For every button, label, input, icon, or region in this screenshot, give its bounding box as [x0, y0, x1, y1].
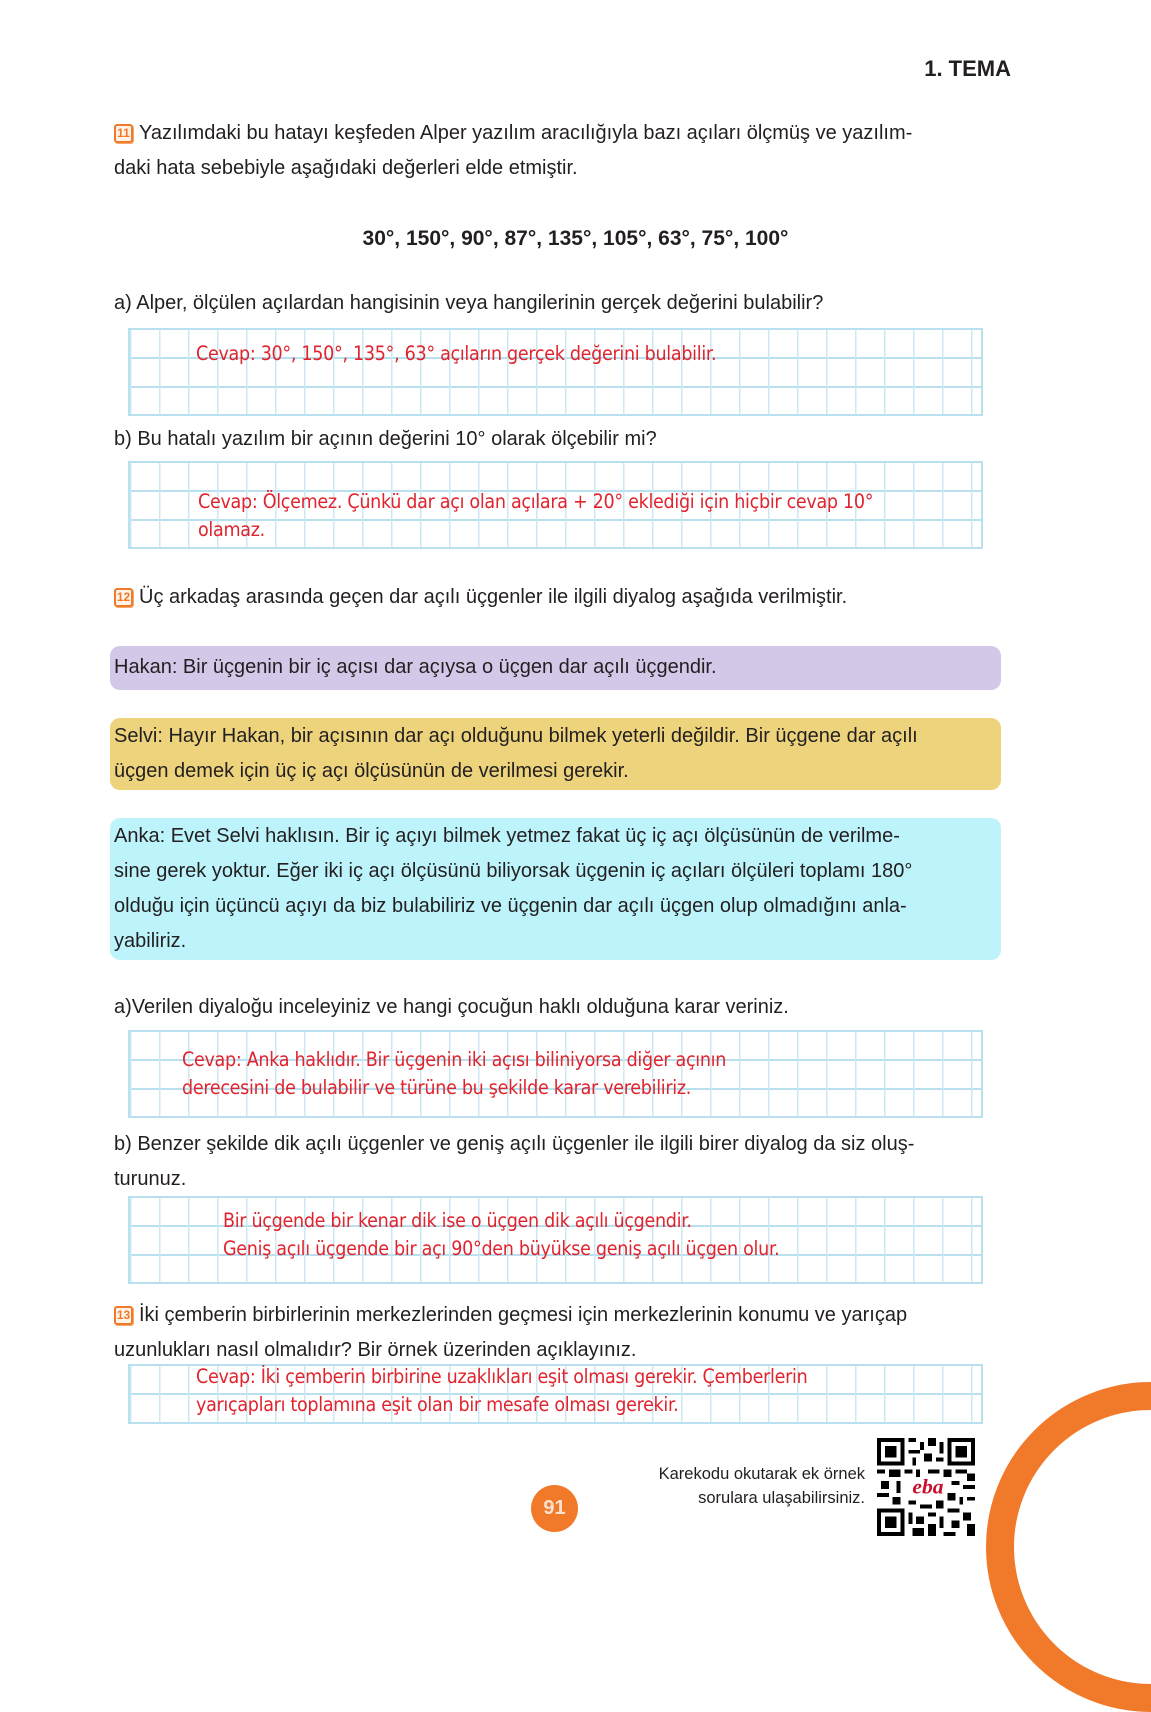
dialog-hakan: [110, 646, 1001, 690]
q11b-question: b) Bu hatalı yazılım bir açının değerini 10° olarak ölçebilir mi?: [114, 428, 657, 450]
dialog-anka-line1: Anka: Evet Selvi haklısın. Bir iç açıyı bilmek yetmez fakat üç iç açı ölçüsünün de verilme-: [114, 825, 900, 847]
question-number-badge: 13: [114, 1306, 133, 1325]
q12a-answer: [182, 1046, 726, 1102]
dialog-anka-line4: yabiliriz.: [114, 930, 187, 952]
question-number-badge: 11: [114, 124, 133, 143]
q11a-question: a) Alper, ölçülen açılardan hangisinin veya hangilerinin gerçek değerini bulabilir?: [114, 292, 824, 314]
q11b-answer-line2: olamaz.: [198, 518, 265, 541]
q12b-question-line2: turunuz.: [114, 1168, 187, 1190]
q13-answer-line2: yarıçapları toplamına eşit olan bir mesafe olması gerekir.: [196, 1393, 679, 1416]
q12b-answer-line1: Bir üçgende bir kenar dik ise o üçgen dik açılı üçgendir.: [223, 1209, 692, 1232]
q13-answer: [196, 1363, 807, 1419]
decorative-orange-ring: [986, 1382, 1151, 1712]
dialog-selvi-line1: Selvi: Hayır Hakan, bir açısının dar açı olduğunu bilmek yeterli değildir. Bir üçgene dar açılı: [114, 725, 918, 747]
dialog-anka: [110, 818, 1001, 960]
qr-caption-line2: sorulara ulaşabilirsiniz.: [698, 1489, 865, 1507]
q13-question-line1: İki çemberin birbirlerinin merkezlerinden geçmesi için merkezlerinin konumu ve yarıçap: [139, 1304, 908, 1326]
q12b-question-line1: b) Benzer şekilde dik açılı üçgenler ve geniş açılı üçgenler ile ilgili birer diyalog da siz oluş-: [114, 1133, 915, 1155]
measured-values: 30°, 150°, 90°, 87°, 135°, 105°, 63°, 75°, 100°: [362, 227, 789, 250]
q13-question-line2: uzunlukları nasıl olmalıdır? Bir örnek üzerinden açıklayınız.: [114, 1339, 637, 1361]
q11-intro-line1: Yazılımdaki bu hatayı keşfeden Alper yazılım aracılığıyla bazı açıları ölçmüş ve yazılım-: [139, 122, 913, 144]
dialog-anka-line3: olduğu için üçüncü açıyı da biz bulabiliriz ve üçgenin dar açılı üçgen olup olmadığını anla-: [114, 895, 907, 917]
q11b-answer: [198, 488, 873, 544]
q12b-answer: [223, 1207, 779, 1263]
q12b-answer-line2: Geniş açılı üçgende bir açı 90°den büyükse geniş açılı üçgen olur.: [223, 1237, 780, 1260]
q12a-question: a)Verilen diyaloğu inceleyiniz ve hangi çocuğun haklı olduğuna karar veriniz.: [114, 996, 789, 1018]
q12-intro-text: Üç arkadaş arasında geçen dar açılı üçgenler ile ilgili diyalog aşağıda verilmiştir.: [139, 586, 848, 608]
q12b-question: [114, 1127, 1014, 1197]
svg-text:eba: eba: [912, 1474, 944, 1499]
qr-caption-line1: Karekodu okutarak ek örnek: [658, 1465, 865, 1483]
page-number: 91: [531, 1485, 578, 1532]
qr-caption: [659, 1462, 865, 1510]
q11b-answer-line1: Cevap: Ölçemez. Çünkü dar açı olan açılara + 20° eklediği için hiçbir cevap 10°: [198, 490, 874, 513]
q11-intro: [114, 116, 1014, 186]
q13-question: [114, 1298, 1014, 1368]
q11a-answer: Cevap: 30°, 150°, 135°, 63° açıların gerçek değerini bulabilir.: [196, 342, 717, 365]
dialog-anka-line2: sine gerek yoktur. Eğer iki iç açı ölçüsünü biliyorsak üçgenin iç açıları ölçüleri toplamı 180°: [114, 860, 913, 882]
q12a-answer-line1: Cevap: Anka haklıdır. Bir üçgenin iki açısı biliniyorsa diğer açının: [182, 1048, 727, 1071]
q11-intro-line2: daki hata sebebiyle aşağıdaki değerleri elde etmiştir.: [114, 157, 578, 179]
theme-label: 1. TEMA: [924, 56, 1011, 81]
q12-intro: [114, 580, 847, 615]
dialog-selvi-line2: üçgen demek için üç iç açı ölçüsünün de verilmesi gerekir.: [114, 760, 629, 782]
dialog-selvi: [110, 718, 1001, 790]
q12a-answer-line2: derecesini de bulabilir ve türüne bu şekilde karar verebiliriz.: [182, 1076, 692, 1099]
question-number-badge: 12: [114, 588, 133, 607]
dialog-hakan-text: Hakan: Bir üçgenin bir iç açısı dar açıysa o üçgen dar açılı üçgendir.: [114, 656, 717, 678]
qr-code-icon[interactable]: [876, 1438, 976, 1536]
q13-answer-line1: Cevap: İki çemberin birbirine uzaklıkları eşit olması gerekir. Çemberlerin: [196, 1365, 808, 1388]
